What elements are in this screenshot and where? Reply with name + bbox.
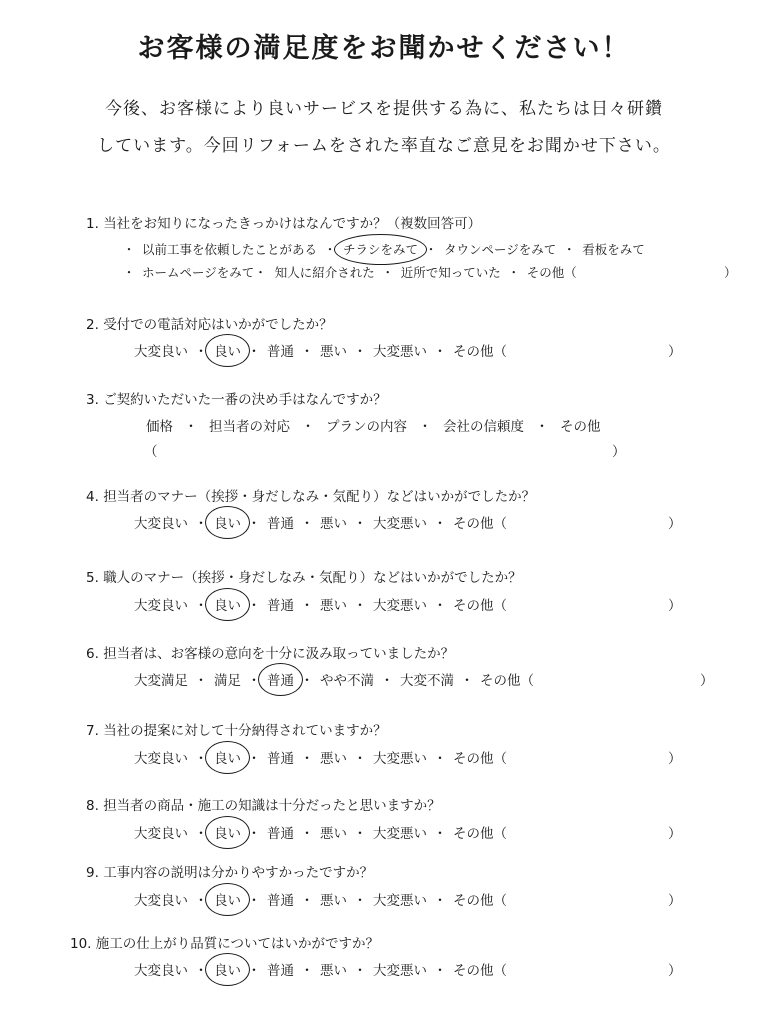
- question-number: 5.: [86, 570, 99, 586]
- q1-option-selected[interactable]: チラシをみて: [343, 242, 419, 257]
- option-very-bad[interactable]: 大変悪い: [373, 344, 427, 360]
- paren-close: ）: [724, 265, 737, 280]
- paren-close: ）: [668, 344, 682, 360]
- q1-option[interactable]: 以前工事を依頼したことがある: [142, 242, 318, 257]
- option-good-selected[interactable]: 良い: [214, 889, 241, 909]
- question-text: ご契約いただいた一番の決め手はなんですか？: [103, 392, 387, 408]
- question-text: 担当者は、お客様の意向を十分に汲み取っていましたか？: [103, 646, 455, 662]
- option-average[interactable]: 普通: [267, 598, 294, 614]
- option-very-bad[interactable]: 大変悪い: [373, 598, 427, 614]
- option-other[interactable]: その他（: [453, 344, 507, 360]
- option-good-selected[interactable]: 良い: [214, 594, 241, 614]
- option-good-selected[interactable]: 良い: [214, 822, 241, 842]
- option-very-bad[interactable]: 大変悪い: [373, 963, 427, 979]
- survey-title: お客様の満足度をお聞かせください！: [137, 33, 631, 64]
- question-text: 受付での電話対応はいかがでしたか？: [103, 317, 333, 333]
- paren-close: ）: [668, 516, 682, 532]
- option-average[interactable]: 普通: [267, 893, 294, 909]
- q1-option[interactable]: その他（: [526, 265, 577, 280]
- option-other[interactable]: その他（: [480, 673, 534, 689]
- option-average[interactable]: 普通: [267, 826, 294, 842]
- question-text: 担当者のマナー（挨拶・身だしなみ・気配り）などはいかがでしたか？: [103, 489, 536, 505]
- option-average[interactable]: 普通: [267, 751, 294, 767]
- paren-close: ）: [612, 444, 626, 460]
- option-very-bad[interactable]: 大変悪い: [373, 826, 427, 842]
- q1-option[interactable]: 看板をみて: [582, 242, 645, 257]
- question-text: 職人のマナー（挨拶・身だしなみ・気配り）などはいかがでしたか？: [103, 570, 522, 586]
- option-very-good[interactable]: 大変良い: [134, 344, 188, 360]
- intro-line-2: しています。今回リフォームをされた率直なご意見をお聞かせ下さい。: [97, 136, 671, 156]
- option-other[interactable]: その他（: [453, 826, 507, 842]
- option-very-bad[interactable]: 大変悪い: [373, 516, 427, 532]
- option-other[interactable]: その他（: [453, 751, 507, 767]
- option-average[interactable]: 普通: [267, 516, 294, 532]
- question-number: 7.: [86, 723, 99, 739]
- paren-open: （: [144, 444, 158, 460]
- question-text: 担当者の商品・施工の知識は十分だったと思いますか？: [103, 798, 441, 814]
- option-good-selected[interactable]: 良い: [214, 512, 241, 532]
- option-average-selected[interactable]: 普通: [267, 669, 294, 689]
- q1-option[interactable]: 近所で知っていた: [400, 265, 501, 280]
- q4-options: 大変良い ・ 良い ・ 普通 ・ 悪い ・ 大変悪い ・ その他（: [134, 512, 507, 532]
- q6-options: 大変満足 ・ 満足 ・ 普通 ・ やや不満 ・ 大変不満 ・ その他（: [134, 669, 534, 689]
- question-5: [86, 566, 522, 586]
- question-3: [86, 388, 387, 408]
- question-number: 8.: [86, 798, 99, 814]
- option-bad[interactable]: 悪い: [320, 963, 347, 979]
- paren-close: ）: [668, 826, 682, 842]
- option-average[interactable]: 普通: [267, 963, 294, 979]
- option-other[interactable]: その他（: [453, 598, 507, 614]
- option-very-good[interactable]: 大変良い: [134, 516, 188, 532]
- question-7: [86, 719, 387, 739]
- question-text: 当社をお知りになったきっかけはなんですか？（複数回答可）: [103, 216, 482, 232]
- question-number: 2.: [86, 317, 99, 333]
- option-bad[interactable]: 悪い: [320, 893, 347, 909]
- question-10: [70, 932, 379, 952]
- q3-option[interactable]: プランの内容: [326, 419, 407, 435]
- q8-options: 大変良い ・ 良い ・ 普通 ・ 悪い ・ 大変悪い ・ その他（: [134, 822, 507, 842]
- question-number: 3.: [86, 392, 99, 408]
- option-average[interactable]: 普通: [267, 344, 294, 360]
- question-number: 9.: [86, 865, 99, 881]
- q1-option[interactable]: 知人に紹介された: [274, 265, 375, 280]
- q3-option[interactable]: その他: [560, 419, 601, 435]
- q3-option[interactable]: 会社の信頼度: [443, 419, 524, 435]
- q1-option[interactable]: タウンページをみて: [444, 242, 557, 257]
- option-satisfied[interactable]: 満足: [214, 673, 241, 689]
- q7-options: 大変良い ・ 良い ・ 普通 ・ 悪い ・ 大変悪い ・ その他（: [134, 747, 507, 767]
- paren-close: ）: [668, 963, 682, 979]
- option-very-good[interactable]: 大変良い: [134, 963, 188, 979]
- option-very-dissatisfied[interactable]: 大変不満: [400, 673, 454, 689]
- question-text: 工事内容の説明は分かりやすかったですか？: [103, 865, 374, 881]
- q1-option[interactable]: ホームページをみて・: [142, 265, 267, 280]
- option-other[interactable]: その他（: [453, 516, 507, 532]
- option-very-good[interactable]: 大変良い: [134, 751, 188, 767]
- q3-options: 価格 ・ 担当者の対応 ・ プランの内容 ・ 会社の信頼度 ・ その他: [146, 415, 601, 435]
- question-number: 1.: [86, 216, 99, 232]
- option-bad[interactable]: 悪い: [320, 516, 347, 532]
- option-very-bad[interactable]: 大変悪い: [373, 751, 427, 767]
- q3-option[interactable]: 価格: [146, 419, 173, 435]
- intro-line-1: 今後、お客様により良いサービスを提供する為に、私たちは日々研鑽: [105, 99, 663, 119]
- q10-options: 大変良い ・ 良い ・ 普通 ・ 悪い ・ 大変悪い ・ その他（: [134, 959, 507, 979]
- question-number: 6.: [86, 646, 99, 662]
- paren-close: ）: [700, 673, 714, 689]
- question-number: 10.: [70, 936, 92, 952]
- q1-options-row-2: ・ ホームページをみて・ 知人に紹介された ・ 近所で知っていた ・ その他（: [122, 265, 577, 280]
- q2-options: 大変良い ・ 良い ・ 普通 ・ 悪い ・ 大変悪い ・ その他（: [134, 340, 507, 360]
- option-bad[interactable]: 悪い: [320, 826, 347, 842]
- question-4: [86, 485, 535, 505]
- question-number: 4.: [86, 489, 99, 505]
- option-good-selected[interactable]: 良い: [214, 959, 241, 979]
- question-text: 当社の提案に対して十分納得されていますか？: [103, 723, 387, 739]
- question-1: [86, 212, 481, 232]
- option-very-good[interactable]: 大変良い: [134, 893, 188, 909]
- option-very-good[interactable]: 大変良い: [134, 826, 188, 842]
- question-text: 施工の仕上がり品質についてはいかがですか？: [95, 936, 380, 952]
- q9-options: 大変良い ・ 良い ・ 普通 ・ 悪い ・ 大変悪い ・ その他（: [134, 889, 507, 909]
- option-very-good[interactable]: 大変良い: [134, 598, 188, 614]
- option-bad[interactable]: 悪い: [320, 751, 347, 767]
- option-very-bad[interactable]: 大変悪い: [373, 893, 427, 909]
- option-other[interactable]: その他（: [453, 963, 507, 979]
- option-somewhat-dissatisfied[interactable]: やや不満: [320, 673, 374, 689]
- option-bad[interactable]: 悪い: [320, 344, 347, 360]
- paren-close: ）: [668, 751, 682, 767]
- question-9: [86, 861, 373, 881]
- option-bad[interactable]: 悪い: [320, 598, 347, 614]
- paren-close: ）: [668, 598, 682, 614]
- q1-options-row-1: ・ 以前工事を依頼したことがある ・ チラシをみて ・ タウンページをみて ・ 看板をみて: [122, 242, 645, 257]
- question-2: [86, 313, 333, 333]
- option-other[interactable]: その他（: [453, 893, 507, 909]
- q3-option[interactable]: 担当者の対応: [209, 419, 290, 435]
- question-8: [86, 794, 441, 814]
- option-good-selected[interactable]: 良い: [214, 747, 241, 767]
- option-good-selected[interactable]: 良い: [214, 340, 241, 360]
- question-6: [86, 642, 454, 662]
- q5-options: 大変良い ・ 良い ・ 普通 ・ 悪い ・ 大変悪い ・ その他（: [134, 594, 507, 614]
- option-very-satisfied[interactable]: 大変満足: [134, 673, 188, 689]
- paren-close: ）: [668, 893, 682, 909]
